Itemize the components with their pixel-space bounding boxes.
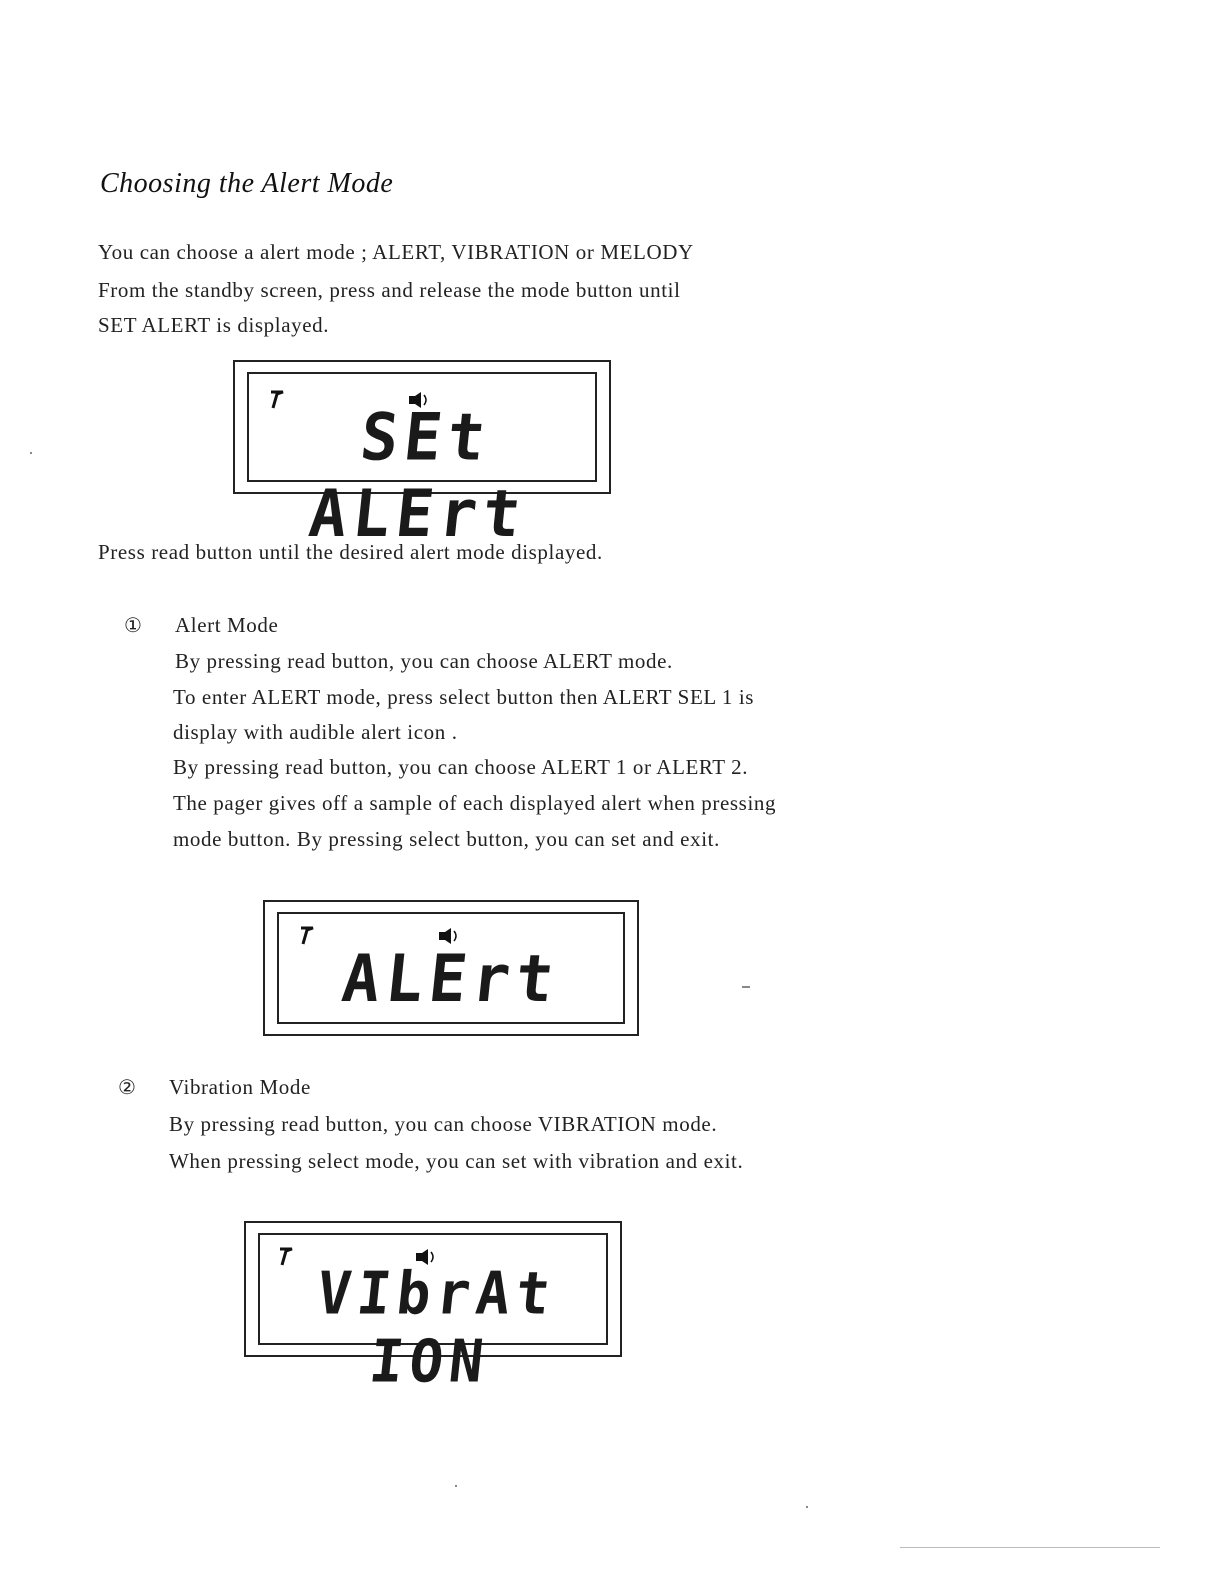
intro-line-2: From the standby screen, press and release the mode button until (98, 278, 681, 302)
section1-heading: Alert Mode (175, 613, 279, 637)
scan-speck (900, 1547, 1160, 1548)
section1-line-2: To enter ALERT mode, press select button then ALERT SEL 1 is (173, 685, 755, 709)
lcd-display-alert (263, 900, 639, 1036)
section1-line-1: By pressing read button, you can choose ALERT mode. (175, 649, 673, 673)
lcd-text-set-alert: SEt ALErt (305, 398, 531, 552)
lcd-display-set-alert (233, 360, 611, 552)
section2-line-2: When pressing select mode, you can set with vibration and exit. (169, 1149, 744, 1173)
scan-speck (30, 452, 32, 454)
section2-heading: Vibration Mode (169, 1075, 311, 1099)
section1-marker: ① (124, 613, 142, 637)
section1-line-6: mode button. By pressing select button, you can set and exit. (173, 827, 720, 851)
scan-speck (455, 1485, 457, 1487)
section2-line-1: By pressing read button, you can choose VIBRATION mode. (169, 1112, 718, 1136)
intro-line-1: You can choose a alert mode ; ALERT, VIBRATION or MELODY (98, 240, 694, 264)
section1-line-5: The pager gives off a sample of each displayed alert when pressing (173, 791, 777, 815)
scan-speck (806, 1506, 808, 1508)
page-title: Choosing the Alert Mode (100, 168, 394, 199)
lcd-text-alert: ALErt (338, 940, 564, 1017)
lcd-display-vibration (244, 1221, 622, 1397)
lcd-text-vibration: VIbrAt ION (313, 1259, 560, 1397)
scan-speck (742, 986, 750, 988)
intro-line-3: SET ALERT is displayed. (98, 313, 330, 337)
section1-line-4: By pressing read button, you can choose ALERT 1 or ALERT 2. (173, 755, 749, 779)
section1-line-3: display with audible alert icon . (173, 720, 458, 744)
press-read-instruction: Press read button until the desired alert mode displayed. (98, 540, 603, 564)
section2-marker: ② (118, 1075, 136, 1099)
